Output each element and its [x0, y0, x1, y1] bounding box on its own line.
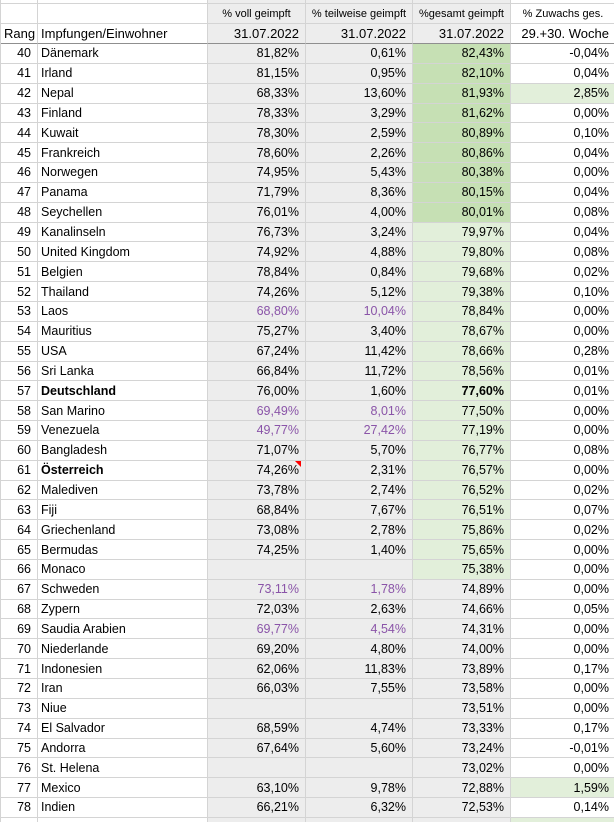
cell-voll-geimpft[interactable]: 69,77% [208, 619, 306, 639]
cell-rang[interactable]: 64 [1, 520, 38, 540]
cell [208, 818, 306, 822]
cell-zuwachs[interactable]: 1,59% [511, 778, 614, 798]
cell-country[interactable]: Kuwait [38, 123, 208, 143]
table-row [1, 778, 614, 798]
table-row [1, 619, 614, 639]
cell-voll-geimpft[interactable]: 74,26% [208, 461, 306, 481]
cell-zuwachs[interactable]: 0,00% [511, 619, 614, 639]
cell-zuwachs[interactable]: 0,07% [511, 500, 614, 520]
header-cell-gesamt-date[interactable]: 31.07.2022 [413, 24, 511, 44]
table-row [1, 362, 614, 382]
cell-voll-geimpft[interactable]: 68,33% [208, 84, 306, 104]
cell-gesamt-geimpft[interactable]: 79,97% [413, 223, 511, 243]
cell-gesamt-geimpft[interactable]: 75,65% [413, 540, 511, 560]
cell-zuwachs[interactable]: 0,28% [511, 342, 614, 362]
table-row [1, 223, 614, 243]
cell-country[interactable]: Malediven [38, 481, 208, 501]
table-row [1, 441, 614, 461]
cell-zuwachs[interactable]: 0,00% [511, 322, 614, 342]
header-cell-voll-title[interactable]: % voll geimpft [208, 4, 306, 24]
cell-teilweise-geimpft[interactable]: 11,42% [306, 342, 413, 362]
table-row [1, 302, 614, 322]
cell-rang[interactable]: 61 [1, 461, 38, 481]
cell-zuwachs[interactable]: 0,10% [511, 282, 614, 302]
cell-gesamt-geimpft[interactable]: 77,19% [413, 421, 511, 441]
cell-teilweise-geimpft[interactable]: 0,84% [306, 262, 413, 282]
cell-rang[interactable]: 67 [1, 580, 38, 600]
cell-country[interactable]: Indonesien [38, 659, 208, 679]
table-row [1, 600, 614, 620]
cell-rang[interactable]: 48 [1, 203, 38, 223]
cell-teilweise-geimpft[interactable]: 4,80% [306, 639, 413, 659]
cell-country[interactable]: El Salvador [38, 719, 208, 739]
cell-rang[interactable]: 62 [1, 481, 38, 501]
cell-country[interactable]: Bermudas [38, 540, 208, 560]
cell-teilweise-geimpft[interactable]: 1,78% [306, 580, 413, 600]
cell-teilweise-geimpft[interactable]: 9,78% [306, 778, 413, 798]
cell-teilweise-geimpft[interactable]: 2,63% [306, 600, 413, 620]
cell-zuwachs[interactable]: 0,08% [511, 242, 614, 262]
cell-country[interactable]: San Marino [38, 401, 208, 421]
cell-rang[interactable]: 74 [1, 719, 38, 739]
table-row [1, 44, 614, 64]
cell-rang[interactable]: 65 [1, 540, 38, 560]
table-row [1, 282, 614, 302]
cell-zuwachs[interactable]: 0,00% [511, 461, 614, 481]
cell-teilweise-geimpft[interactable]: 4,74% [306, 719, 413, 739]
header-cell-gesamt-title[interactable]: %gesamt geimpft [413, 4, 511, 24]
cell-rang[interactable]: 60 [1, 441, 38, 461]
cell-zuwachs[interactable]: 0,00% [511, 104, 614, 124]
cell-rang[interactable]: 46 [1, 163, 38, 183]
table-row [1, 64, 614, 84]
cell-zuwachs[interactable]: 0,08% [511, 203, 614, 223]
cell-teilweise-geimpft[interactable]: 2,26% [306, 143, 413, 163]
cell-teilweise-geimpft[interactable]: 3,40% [306, 322, 413, 342]
cell-voll-geimpft[interactable]: 66,21% [208, 798, 306, 818]
cell-gesamt-geimpft[interactable]: 73,24% [413, 739, 511, 759]
cell-country[interactable]: Monaco [38, 560, 208, 580]
table-row [1, 104, 614, 124]
table-row [1, 500, 614, 520]
cell-voll-geimpft[interactable]: 68,84% [208, 500, 306, 520]
cell-teilweise-geimpft[interactable] [306, 560, 413, 580]
cell-country[interactable]: Belgien [38, 262, 208, 282]
cell-voll-geimpft[interactable]: 74,25% [208, 540, 306, 560]
cell-zuwachs[interactable]: 0,01% [511, 362, 614, 382]
cell-gesamt-geimpft[interactable]: 76,57% [413, 461, 511, 481]
cell-zuwachs[interactable]: 0,00% [511, 560, 614, 580]
cell-rang[interactable]: 76 [1, 758, 38, 778]
cell-rang[interactable]: 43 [1, 104, 38, 124]
cell-rang[interactable]: 71 [1, 659, 38, 679]
cell-zuwachs[interactable]: 0,02% [511, 481, 614, 501]
cell-gesamt-geimpft[interactable]: 73,02% [413, 758, 511, 778]
cell-teilweise-geimpft[interactable]: 5,70% [306, 441, 413, 461]
cell-teilweise-geimpft[interactable]: 6,32% [306, 798, 413, 818]
cell-country[interactable]: Mexico [38, 778, 208, 798]
cell-zuwachs[interactable]: 0,04% [511, 183, 614, 203]
cell-gesamt-geimpft[interactable]: 77,60% [413, 381, 511, 401]
cell-rang[interactable]: 56 [1, 362, 38, 382]
cell-voll-geimpft[interactable]: 78,33% [208, 104, 306, 124]
cell-country[interactable]: Schweden [38, 580, 208, 600]
cell-teilweise-geimpft[interactable]: 2,78% [306, 520, 413, 540]
cell-gesamt-geimpft[interactable]: 81,62% [413, 104, 511, 124]
cell-rang[interactable]: 75 [1, 739, 38, 759]
table-row [1, 699, 614, 719]
cell-rang[interactable]: 57 [1, 381, 38, 401]
table-row [1, 123, 614, 143]
cell-country[interactable]: USA [38, 342, 208, 362]
cell-gesamt-geimpft[interactable]: 82,10% [413, 64, 511, 84]
cell-zuwachs[interactable]: 0,02% [511, 262, 614, 282]
cell-teilweise-geimpft[interactable]: 8,01% [306, 401, 413, 421]
cell-zuwachs[interactable]: 0,04% [511, 223, 614, 243]
cell-country[interactable]: Andorra [38, 739, 208, 759]
cell-country[interactable]: United Kingdom [38, 242, 208, 262]
cell-teilweise-geimpft[interactable]: 7,55% [306, 679, 413, 699]
cell-zuwachs[interactable]: 0,02% [511, 520, 614, 540]
table-row [1, 322, 614, 342]
cell-country[interactable]: Griechenland [38, 520, 208, 540]
cell-teilweise-geimpft[interactable]: 11,83% [306, 659, 413, 679]
cell-teilweise-geimpft[interactable]: 5,60% [306, 739, 413, 759]
cell-zuwachs[interactable]: 0,00% [511, 758, 614, 778]
table-row [1, 163, 614, 183]
cell-teilweise-geimpft[interactable]: 5,12% [306, 282, 413, 302]
cell-gesamt-geimpft[interactable]: 78,67% [413, 322, 511, 342]
cell-teilweise-geimpft[interactable]: 10,04% [306, 302, 413, 322]
cell-country[interactable]: Deutschland [38, 381, 208, 401]
cell-country[interactable]: Frankreich [38, 143, 208, 163]
table-row [1, 262, 614, 282]
cell-zuwachs[interactable]: 0,04% [511, 64, 614, 84]
header-cell-teilweise-date[interactable]: 31.07.2022 [306, 24, 413, 44]
cell-country[interactable]: Finland [38, 104, 208, 124]
table-row [1, 203, 614, 223]
cell-rang[interactable]: 58 [1, 401, 38, 421]
header-cell-teilweise-title[interactable]: % teilweise geimpft [306, 4, 413, 24]
cell-rang[interactable]: 52 [1, 282, 38, 302]
table-row [1, 758, 614, 778]
cell-gesamt-geimpft[interactable]: 78,84% [413, 302, 511, 322]
cell-gesamt-geimpft[interactable]: 80,89% [413, 123, 511, 143]
cell-rang[interactable]: 41 [1, 64, 38, 84]
cell-zuwachs[interactable]: 0,01% [511, 381, 614, 401]
cell [38, 818, 208, 822]
cell-voll-geimpft[interactable]: 78,60% [208, 143, 306, 163]
cell-voll-geimpft[interactable]: 71,07% [208, 441, 306, 461]
cell-zuwachs[interactable]: 0,00% [511, 540, 614, 560]
cell-voll-geimpft[interactable]: 62,06% [208, 659, 306, 679]
cell-rang[interactable]: 54 [1, 322, 38, 342]
table-row [1, 342, 614, 362]
cell-zuwachs[interactable]: 2,85% [511, 84, 614, 104]
cell-zuwachs[interactable]: 0,14% [511, 798, 614, 818]
cell-country[interactable]: Mauritius [38, 322, 208, 342]
cell-gesamt-geimpft[interactable]: 81,93% [413, 84, 511, 104]
cell [306, 818, 413, 822]
cell-voll-geimpft[interactable]: 71,79% [208, 183, 306, 203]
cell-gesamt-geimpft[interactable]: 79,80% [413, 242, 511, 262]
cell-voll-geimpft[interactable]: 49,77% [208, 421, 306, 441]
cell-rang[interactable]: 73 [1, 699, 38, 719]
cell-country[interactable]: Sri Lanka [38, 362, 208, 382]
cell-zuwachs[interactable]: 0,17% [511, 719, 614, 739]
cell-voll-geimpft[interactable]: 69,20% [208, 639, 306, 659]
cell-gesamt-geimpft[interactable]: 75,86% [413, 520, 511, 540]
cell [1, 818, 38, 822]
cell-rang[interactable]: 49 [1, 223, 38, 243]
table-row [1, 798, 614, 818]
cell-voll-geimpft[interactable]: 73,08% [208, 520, 306, 540]
cell-zuwachs[interactable]: 0,04% [511, 143, 614, 163]
cell-teilweise-geimpft[interactable]: 4,54% [306, 619, 413, 639]
cell-teilweise-geimpft[interactable]: 1,40% [306, 540, 413, 560]
cell-country[interactable]: Norwegen [38, 163, 208, 183]
cell-rang[interactable]: 42 [1, 84, 38, 104]
cell-gesamt-geimpft[interactable]: 73,89% [413, 659, 511, 679]
cell-rang[interactable]: 78 [1, 798, 38, 818]
cell-zuwachs[interactable]: -0,04% [511, 44, 614, 64]
cell-zuwachs[interactable]: 0,00% [511, 421, 614, 441]
table-body [1, 44, 614, 818]
cell-country[interactable]: Österreich [38, 461, 208, 481]
cell-country[interactable]: Laos [38, 302, 208, 322]
cell-gesamt-geimpft[interactable]: 76,77% [413, 441, 511, 461]
cell-teilweise-geimpft[interactable]: 4,88% [306, 242, 413, 262]
cell-country[interactable]: Iran [38, 679, 208, 699]
cell-gesamt-geimpft[interactable]: 73,58% [413, 679, 511, 699]
cell-voll-geimpft[interactable]: 81,15% [208, 64, 306, 84]
cell-gesamt-geimpft[interactable]: 74,00% [413, 639, 511, 659]
cell-gesamt-geimpft[interactable]: 77,50% [413, 401, 511, 421]
cell-voll-geimpft[interactable]: 72,03% [208, 600, 306, 620]
cell-voll-geimpft[interactable]: 76,01% [208, 203, 306, 223]
cell-country[interactable]: Bangladesh [38, 441, 208, 461]
header-cell-blank[interactable] [1, 4, 38, 24]
table-row [1, 540, 614, 560]
cell-voll-geimpft[interactable]: 68,80% [208, 302, 306, 322]
cell-zuwachs[interactable]: 0,08% [511, 441, 614, 461]
cell [511, 818, 614, 822]
cell-teilweise-geimpft[interactable]: 2,74% [306, 481, 413, 501]
cell-voll-geimpft[interactable]: 73,11% [208, 580, 306, 600]
cell-gesamt-geimpft[interactable]: 80,38% [413, 163, 511, 183]
cell-voll-geimpft[interactable]: 81,82% [208, 44, 306, 64]
cell-rang[interactable]: 55 [1, 342, 38, 362]
cell-voll-geimpft[interactable]: 66,03% [208, 679, 306, 699]
table-row [1, 481, 614, 501]
cell-voll-geimpft[interactable] [208, 560, 306, 580]
cell-teilweise-geimpft[interactable]: 5,43% [306, 163, 413, 183]
cell-country[interactable]: Niederlande [38, 639, 208, 659]
cell-teilweise-geimpft[interactable]: 11,72% [306, 362, 413, 382]
cell-gesamt-geimpft[interactable]: 76,52% [413, 481, 511, 501]
cell-country[interactable]: Thailand [38, 282, 208, 302]
cell-voll-geimpft[interactable]: 74,92% [208, 242, 306, 262]
cell-zuwachs[interactable]: 0,10% [511, 123, 614, 143]
cell-teilweise-geimpft[interactable] [306, 699, 413, 719]
cell-rang[interactable]: 66 [1, 560, 38, 580]
cell-rang[interactable]: 40 [1, 44, 38, 64]
cell-zuwachs[interactable]: 0,00% [511, 679, 614, 699]
table-row [1, 580, 614, 600]
cell-country[interactable]: Kanalinseln [38, 223, 208, 243]
cell-teilweise-geimpft[interactable]: 4,00% [306, 203, 413, 223]
cell-gesamt-geimpft[interactable]: 75,38% [413, 560, 511, 580]
table-row [1, 183, 614, 203]
header-cell-country[interactable]: Impfungen/Einwohner [38, 24, 208, 44]
cell-voll-geimpft[interactable]: 78,30% [208, 123, 306, 143]
cell-gesamt-geimpft[interactable]: 82,43% [413, 44, 511, 64]
cell-gesamt-geimpft[interactable]: 80,15% [413, 183, 511, 203]
cell [413, 818, 511, 822]
cell-rang[interactable]: 45 [1, 143, 38, 163]
cell-gesamt-geimpft[interactable]: 73,33% [413, 719, 511, 739]
cell-rang[interactable]: 72 [1, 679, 38, 699]
table-row [1, 679, 614, 699]
cell-rang[interactable]: 50 [1, 242, 38, 262]
cell-voll-geimpft[interactable]: 67,64% [208, 739, 306, 759]
cell-voll-geimpft[interactable]: 75,27% [208, 322, 306, 342]
cell-country[interactable]: Saudia Arabien [38, 619, 208, 639]
cell-zuwachs[interactable]: 0,00% [511, 401, 614, 421]
cell-country[interactable]: Zypern [38, 600, 208, 620]
cell-teilweise-geimpft[interactable]: 0,61% [306, 44, 413, 64]
table-row [1, 659, 614, 679]
cell-gesamt-geimpft[interactable]: 78,56% [413, 362, 511, 382]
cell-zuwachs[interactable]: 0,05% [511, 600, 614, 620]
cell-rang[interactable]: 68 [1, 600, 38, 620]
cell-voll-geimpft[interactable]: 67,24% [208, 342, 306, 362]
cell-gesamt-geimpft[interactable]: 74,31% [413, 619, 511, 639]
cell-teilweise-geimpft[interactable]: 3,24% [306, 223, 413, 243]
cell-gesamt-geimpft[interactable]: 78,66% [413, 342, 511, 362]
table-row [1, 242, 614, 262]
cell-gesamt-geimpft[interactable]: 80,01% [413, 203, 511, 223]
cell-country[interactable]: Fiji [38, 500, 208, 520]
table-row [1, 84, 614, 104]
cell-rang[interactable]: 59 [1, 421, 38, 441]
cell-teilweise-geimpft[interactable]: 7,67% [306, 500, 413, 520]
cell-teilweise-geimpft[interactable]: 13,60% [306, 84, 413, 104]
cell-rang[interactable]: 53 [1, 302, 38, 322]
cell-voll-geimpft[interactable]: 76,73% [208, 223, 306, 243]
cell-voll-geimpft[interactable]: 63,10% [208, 778, 306, 798]
cell-gesamt-geimpft[interactable]: 74,66% [413, 600, 511, 620]
table-row [1, 421, 614, 441]
cell-gesamt-geimpft[interactable]: 72,88% [413, 778, 511, 798]
cell-country[interactable]: Irland [38, 64, 208, 84]
cell-rang[interactable]: 77 [1, 778, 38, 798]
table-row [1, 739, 614, 759]
cell-rang[interactable]: 51 [1, 262, 38, 282]
bottom-partial-row [1, 818, 614, 822]
cell-zuwachs[interactable]: 0,00% [511, 639, 614, 659]
cell-voll-geimpft[interactable]: 73,78% [208, 481, 306, 501]
cell-zuwachs[interactable]: 0,00% [511, 302, 614, 322]
cell-teilweise-geimpft[interactable]: 2,59% [306, 123, 413, 143]
cell-voll-geimpft[interactable]: 76,00% [208, 381, 306, 401]
cell-zuwachs[interactable]: -0,01% [511, 739, 614, 759]
header-row-titles [1, 4, 614, 24]
cell-rang[interactable]: 44 [1, 123, 38, 143]
cell-zuwachs[interactable]: 0,00% [511, 699, 614, 719]
cell-country[interactable]: Nepal [38, 84, 208, 104]
header-cell-voll-date[interactable]: 31.07.2022 [208, 24, 306, 44]
cell-country[interactable]: St. Helena [38, 758, 208, 778]
cell-teilweise-geimpft[interactable]: 27,42% [306, 421, 413, 441]
cell-teilweise-geimpft[interactable]: 2,31% [306, 461, 413, 481]
header-row-dates [1, 24, 614, 44]
cell-country[interactable]: Indien [38, 798, 208, 818]
cell-voll-geimpft[interactable]: 68,59% [208, 719, 306, 739]
cell-rang[interactable]: 63 [1, 500, 38, 520]
cell-gesamt-geimpft[interactable]: 73,51% [413, 699, 511, 719]
table-row [1, 401, 614, 421]
table-row [1, 639, 614, 659]
comment-indicator-icon [295, 461, 301, 467]
table-row [1, 461, 614, 481]
cell-gesamt-geimpft[interactable]: 80,86% [413, 143, 511, 163]
cell-gesamt-geimpft[interactable]: 79,68% [413, 262, 511, 282]
cell-gesamt-geimpft[interactable]: 79,38% [413, 282, 511, 302]
cell-voll-geimpft[interactable] [208, 699, 306, 719]
table-row [1, 719, 614, 739]
cell-teilweise-geimpft[interactable] [306, 758, 413, 778]
cell-zuwachs[interactable]: 0,17% [511, 659, 614, 679]
table-row [1, 381, 614, 401]
cell-voll-geimpft[interactable]: 66,84% [208, 362, 306, 382]
cell-teilweise-geimpft[interactable]: 0,95% [306, 64, 413, 84]
cell-teilweise-geimpft[interactable]: 3,29% [306, 104, 413, 124]
cell-voll-geimpft[interactable]: 74,26% [208, 282, 306, 302]
cell-gesamt-geimpft[interactable]: 74,89% [413, 580, 511, 600]
cell-zuwachs[interactable]: 0,00% [511, 580, 614, 600]
cell-country[interactable]: Venezuela [38, 421, 208, 441]
header-cell-zuwachs-title[interactable]: % Zuwachs ges. [511, 4, 614, 24]
header-cell-blank[interactable] [38, 4, 208, 24]
cell-country[interactable]: Panama [38, 183, 208, 203]
cell-voll-geimpft[interactable]: 78,84% [208, 262, 306, 282]
header-cell-zuwachs-date[interactable]: 29.+30. Woche [511, 24, 614, 44]
cell-country[interactable]: Dänemark [38, 44, 208, 64]
cell-voll-geimpft[interactable] [208, 758, 306, 778]
table-row [1, 560, 614, 580]
table-row [1, 143, 614, 163]
cell-country[interactable]: Seychellen [38, 203, 208, 223]
cell-voll-geimpft[interactable]: 74,95% [208, 163, 306, 183]
cell-rang[interactable]: 47 [1, 183, 38, 203]
cell-gesamt-geimpft[interactable]: 72,53% [413, 798, 511, 818]
cell-gesamt-geimpft[interactable]: 76,51% [413, 500, 511, 520]
cell-rang[interactable]: 69 [1, 619, 38, 639]
cell-country[interactable]: Niue [38, 699, 208, 719]
cell-teilweise-geimpft[interactable]: 1,60% [306, 381, 413, 401]
table-row [1, 520, 614, 540]
cell-zuwachs[interactable]: 0,00% [511, 163, 614, 183]
cell-rang[interactable]: 70 [1, 639, 38, 659]
cell-voll-geimpft[interactable]: 69,49% [208, 401, 306, 421]
header-cell-rang[interactable]: Rang [1, 24, 38, 44]
cell-teilweise-geimpft[interactable]: 8,36% [306, 183, 413, 203]
